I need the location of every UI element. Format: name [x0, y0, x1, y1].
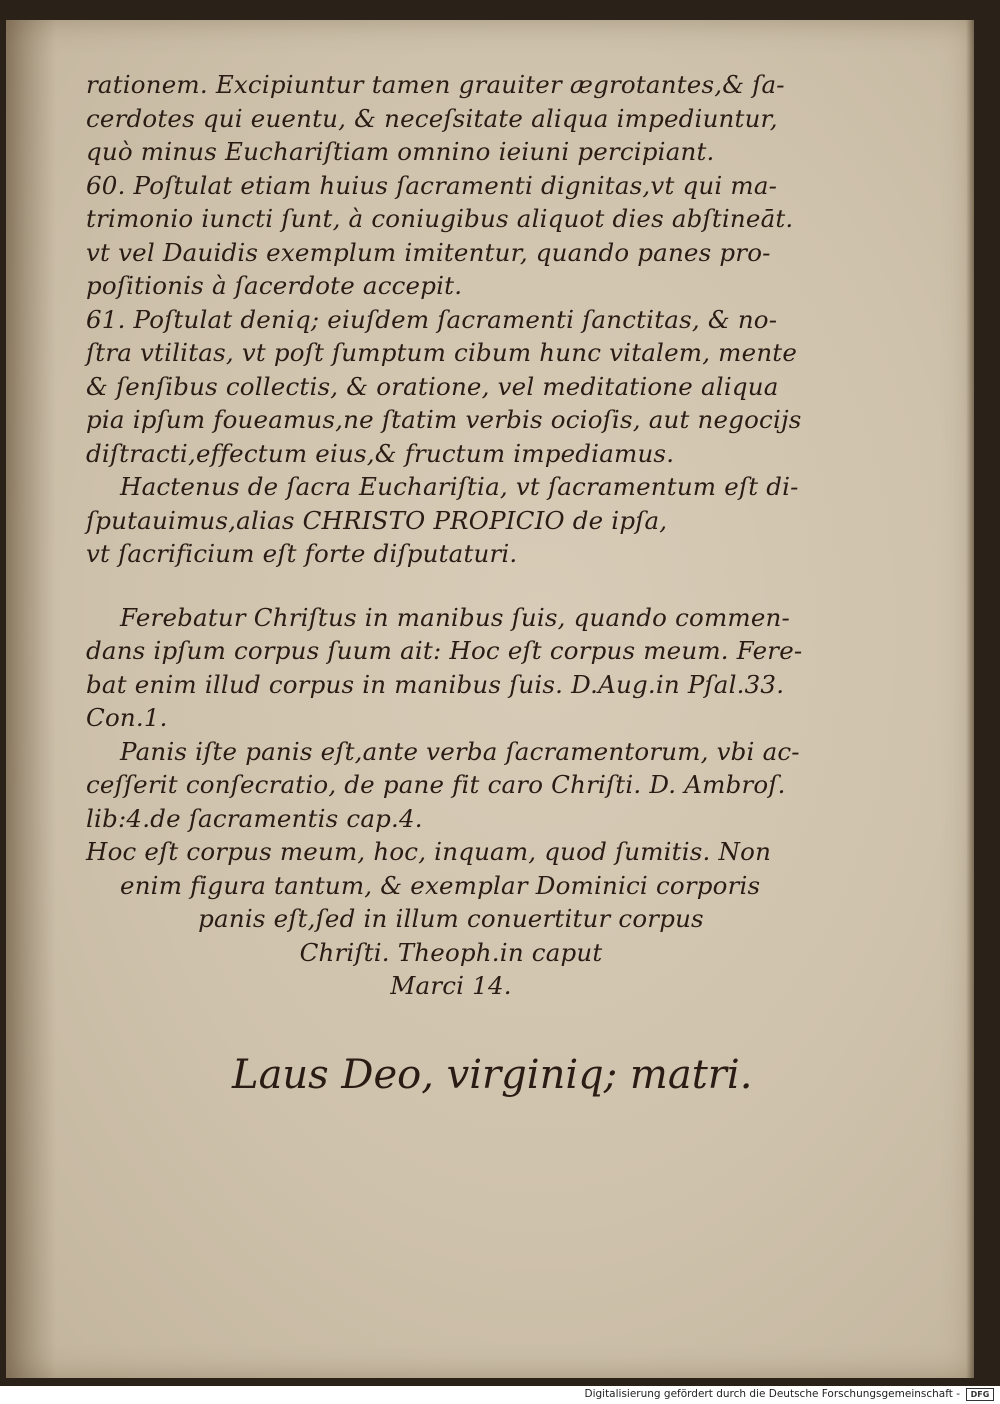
text-line: bat enim illud corpus in manibus ſuis. D.Aug.in Pſal.33. [86, 669, 785, 699]
text-line: poſitionis à ſacerdote accepit. [86, 271, 463, 300]
text-line: rationem. Excipiuntur tamen grauiter ægrotantes,& ſa- [86, 70, 785, 99]
closing-line: Laus Deo, virginiq; matri. [232, 1052, 753, 1098]
text-line: trimonio iuncti ſunt, à coniugibus aliquot dies abſtineāt. [86, 204, 794, 233]
footer [0, 1386, 1000, 1404]
text-line: Ferebatur Chriſtus in manibus ſuis, quando commen- [120, 602, 790, 632]
text-line: 60. Poſtulat etiam huius ſacramenti dignitas,vt qui ma- [86, 170, 778, 200]
funding-credit: Digitalisierung gefördert durch die Deutsche Forschungsgemeinschaft - [584, 1388, 960, 1400]
paragraph-gap [86, 571, 816, 601]
text-line: Marci 14. [390, 971, 512, 1000]
text-line: ſputauimus,alias CHRISTO PROPICIO de ipſa, [86, 505, 668, 535]
text-line: panis eſt,ſed in illum conuertitur corpus [198, 904, 704, 933]
text-line: lib:4.de ſacramentis cap.4. [86, 803, 423, 833]
text-line: enim figura tantum, & exemplar Dominici corporis [120, 870, 761, 900]
text-line: 61. Poſtulat deniq; eiuſdem ſacramenti ſanctitas, & no- [86, 304, 778, 334]
text-line: dans ipſum corpus ſuum ait: Hoc eſt corpus meum. Fere- [86, 636, 803, 665]
text-line: quò minus Euchariſtiam omnino ieiuni percipiant. [86, 137, 715, 166]
text-line: diſtracti,effectum eius,& fructum impediamus. [86, 438, 675, 468]
text-line: pia ipſum foueamus,ne ſtatim verbis ocioſis, aut negocijs [86, 405, 802, 434]
text-line: ſtra vtilitas, vt poſt ſumptum cibum hunc vitalem, mente [86, 338, 798, 367]
text-line: Panis iſte panis eſt,ante verba ſacramentorum, vbi ac- [120, 736, 800, 766]
page-edge [966, 20, 974, 1378]
text-line: vt ſacrificium eſt forte diſputaturi. [86, 539, 518, 568]
text-line: Con.1. [86, 703, 168, 732]
dfg-logo: DFG [966, 1388, 994, 1401]
text-line: vt vel Dauidis exemplum imitentur, quando panes pro- [86, 237, 771, 267]
text-line: ceſſerit conſecratio, de pane fit caro Chriſti. D. Ambroſ. [86, 770, 786, 799]
binding-shadow [6, 20, 56, 1378]
text-line: Chriſti. Theoph.in caput [299, 937, 603, 967]
text-line: cerdotes qui euentu, & neceſsitate aliqua impediuntur, [86, 103, 778, 133]
text-line: & ſenſibus collectis, & oratione, vel meditatione aliqua [86, 371, 779, 401]
page-text [86, 68, 816, 1003]
text-line: Hoc eſt corpus meum, hoc, inquam, quod ſumitis. Non [86, 837, 772, 866]
text-line: Hactenus de ſacra Euchariſtia, vt ſacramentum eſt di- [120, 472, 799, 501]
